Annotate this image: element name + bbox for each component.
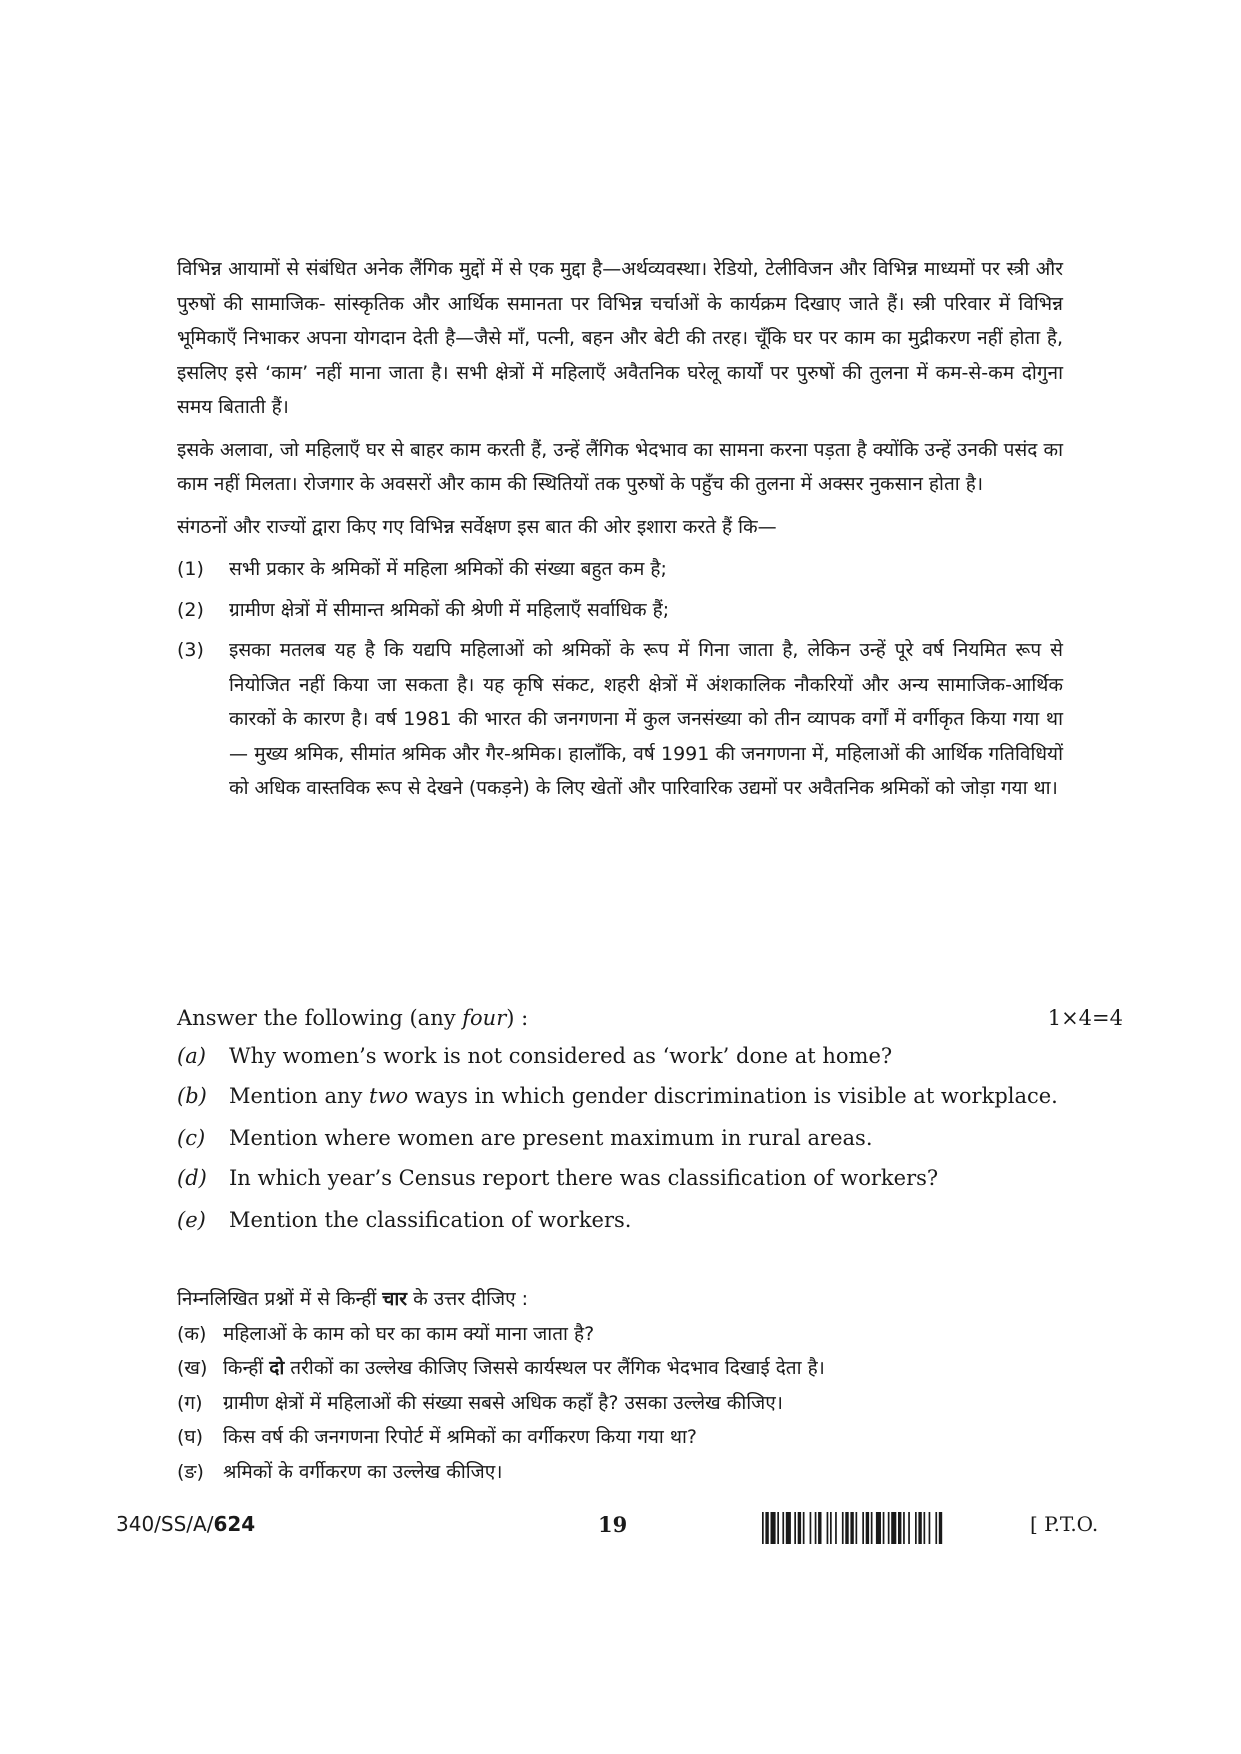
question-label: (ख) bbox=[177, 1357, 208, 1379]
english-questions-list bbox=[177, 1042, 1063, 1246]
page-footer bbox=[0, 1512, 1241, 1562]
question-text-part: तरीकों का उल्लेख कीजिए जिससे कार्यस्थल पर लैंगिक भेदभाव दिखाई देता है। bbox=[284, 1357, 825, 1379]
paper-code bbox=[116, 1512, 255, 1536]
passage-paragraph-1: विभिन्न आयामों से संबंधित अनेक लैंगिक मुद्दों में से एक मुद्दा है—अर्थव्यवस्था। रेडियो, टेलीविजन और विभिन्न माध्यमों पर स्त्री और पुरुषों की सामाजिक- सांस्कृतिक और आर्थिक समानता पर विभिन्न चर्चाओं के कार्यक्रम दिखाए जाते हैं। स्त्री परिवार में विभिन्न भूमिकाएँ निभाकर अपना योगदान देती है—जैसे माँ, पत्नी, बहन और बेटी की तरह। चूँकि घर पर काम का मुद्रीकरण नहीं होता है, इसलिए इसे ‘काम’ नहीं माना जाता है। सभी क्षेत्रों में महिलाएँ अवैतनिक घरेलू कार्यों पर पुरुषों की तुलना में कम-से-कम दोगुना समय बिताती हैं। bbox=[177, 258, 1063, 418]
barcode-icon bbox=[762, 1512, 1018, 1544]
question-text: Mention the classification of workers. bbox=[229, 1208, 632, 1232]
question-item bbox=[177, 1351, 1077, 1386]
question-text bbox=[223, 1351, 825, 1386]
page-number: 19 bbox=[598, 1512, 628, 1537]
list-item bbox=[177, 552, 1063, 587]
instruction-text: निम्नलिखित प्रश्नों में से किन्हीं bbox=[177, 1288, 383, 1310]
question-item bbox=[177, 1455, 1077, 1490]
question-label: (a) bbox=[177, 1044, 206, 1068]
question-label: (d) bbox=[177, 1166, 207, 1190]
question-item bbox=[177, 1164, 1063, 1192]
question-text: श्रमिकों के वर्गीकरण का उल्लेख कीजिए। bbox=[223, 1460, 503, 1483]
point-number: (3) bbox=[177, 639, 204, 661]
hindi-instruction bbox=[177, 1282, 1077, 1317]
hindi-passage bbox=[177, 252, 1063, 812]
question-item bbox=[177, 1124, 1063, 1152]
point-text: ग्रामीण क्षेत्रों में सीमान्त श्रमिकों की श्रेणी में महिलाएँ सर्वाधिक हैं; bbox=[229, 598, 670, 621]
question-label: (b) bbox=[177, 1084, 207, 1108]
point-number: (2) bbox=[177, 598, 204, 621]
pto-label: [ P.T.O. bbox=[1030, 1512, 1099, 1536]
question-item bbox=[177, 1042, 1063, 1070]
question-text: महिलाओं के काम को घर का काम क्यों माना जाता है? bbox=[223, 1322, 595, 1345]
question-text-part: Mention any bbox=[229, 1084, 370, 1108]
question-emphasis: two bbox=[369, 1084, 409, 1108]
question-text-part: किन्हीं bbox=[223, 1357, 270, 1379]
paper-code-prefix: 340/SS/A/ bbox=[116, 1512, 214, 1536]
question-label: (ङ) bbox=[177, 1460, 204, 1483]
question-label: (e) bbox=[177, 1208, 206, 1232]
question-item bbox=[177, 1386, 1077, 1421]
question-text: Mention where women are present maximum in rural areas. bbox=[229, 1126, 873, 1150]
question-text bbox=[229, 1082, 1063, 1110]
point-text: सभी प्रकार के श्रमिकों में महिला श्रमिकों की संख्या बहुत कम है; bbox=[229, 558, 667, 580]
instruction-text: Answer the following (any bbox=[177, 1006, 463, 1030]
question-text: ग्रामीण क्षेत्रों में महिलाओं की संख्या सबसे अधिक कहाँ है? उसका उल्लेख कीजिए। bbox=[223, 1391, 783, 1414]
question-item bbox=[177, 1082, 1063, 1110]
question-item bbox=[177, 1420, 1077, 1455]
point-text: इसका मतलब यह है कि यद्यपि महिलाओं को श्रमिकों के रूप में गिना जाता है, लेकिन उन्हें पूरे वर्ष नियमित रूप से नियोजित नहीं किया जा सकता है। यह कृषि संकट, शहरी क्षेत्रों में अंशकालिक नौकरियों और अन्य सामाजिक-आर्थिक कारकों के कारण है। वर्ष 1981 की भारत की जनगणना में कुल जनसंख्या को तीन व्यापक वर्गों में वर्गीकृत किया गया था — मुख्य श्रमिक, सीमांत श्रमिक और गैर-श्रमिक। हालाँकि, वर्ष 1991 की जनगणना में, महिलाओं की आर्थिक गतिविधियों को अधिक वास्तविक रूप से देखने (पकड़ने) के लिए खेतों और पारिवारिक उद्यमों पर अवैतनिक श्रमिकों को जोड़ा गया था। bbox=[229, 639, 1063, 799]
question-item bbox=[177, 1206, 1063, 1234]
instruction-bold: चार bbox=[382, 1288, 408, 1310]
question-item bbox=[177, 1317, 1077, 1352]
question-label: (क) bbox=[177, 1322, 207, 1345]
question-bold: दो bbox=[269, 1357, 285, 1379]
instruction-text-end: के उत्तर दीजिए : bbox=[407, 1288, 529, 1310]
hindi-questions bbox=[177, 1282, 1077, 1489]
question-text: Why women’s work is not considered as ‘work’ done at home? bbox=[229, 1044, 893, 1068]
question-text-part: ways in which gender discrimination is visible at workplace. bbox=[408, 1084, 1058, 1108]
instruction-emphasis: four bbox=[462, 1006, 507, 1030]
passage-paragraph-3: संगठनों और राज्यों द्वारा किए गए विभिन्न सर्वेक्षण इस बात की ओर इशारा करते हैं कि— bbox=[177, 515, 777, 538]
instruction-text-end: ) : bbox=[506, 1006, 529, 1030]
point-number: (1) bbox=[177, 558, 204, 580]
list-item bbox=[177, 633, 1063, 806]
passage-paragraph-2: इसके अलावा, जो महिलाएँ घर से बाहर काम करती हैं, उन्हें लैंगिक भेदभाव का सामना करना पड़ता है क्योंकि उन्हें उनकी पसंद का काम नहीं मिलता। रोजगार के अवसरों और काम की स्थितियों तक पुरुषों के पहुँच की तुलना में अक्सर नुकसान होता है। bbox=[177, 438, 1063, 495]
paper-code-number: 624 bbox=[213, 1512, 256, 1536]
question-text: In which year’s Census report there was classification of workers? bbox=[229, 1166, 939, 1190]
survey-points-list bbox=[177, 552, 1063, 806]
question-label: (घ) bbox=[177, 1426, 204, 1448]
english-instruction-row bbox=[177, 1004, 1123, 1032]
marks-label: 1×4=4 bbox=[1047, 1006, 1123, 1030]
english-instruction bbox=[177, 1004, 528, 1032]
question-label: (ग) bbox=[177, 1391, 203, 1414]
question-label: (c) bbox=[177, 1126, 206, 1150]
question-text: किस वर्ष की जनगणना रिपोर्ट में श्रमिकों का वर्गीकरण किया गया था? bbox=[223, 1426, 698, 1448]
list-item bbox=[177, 593, 1063, 628]
